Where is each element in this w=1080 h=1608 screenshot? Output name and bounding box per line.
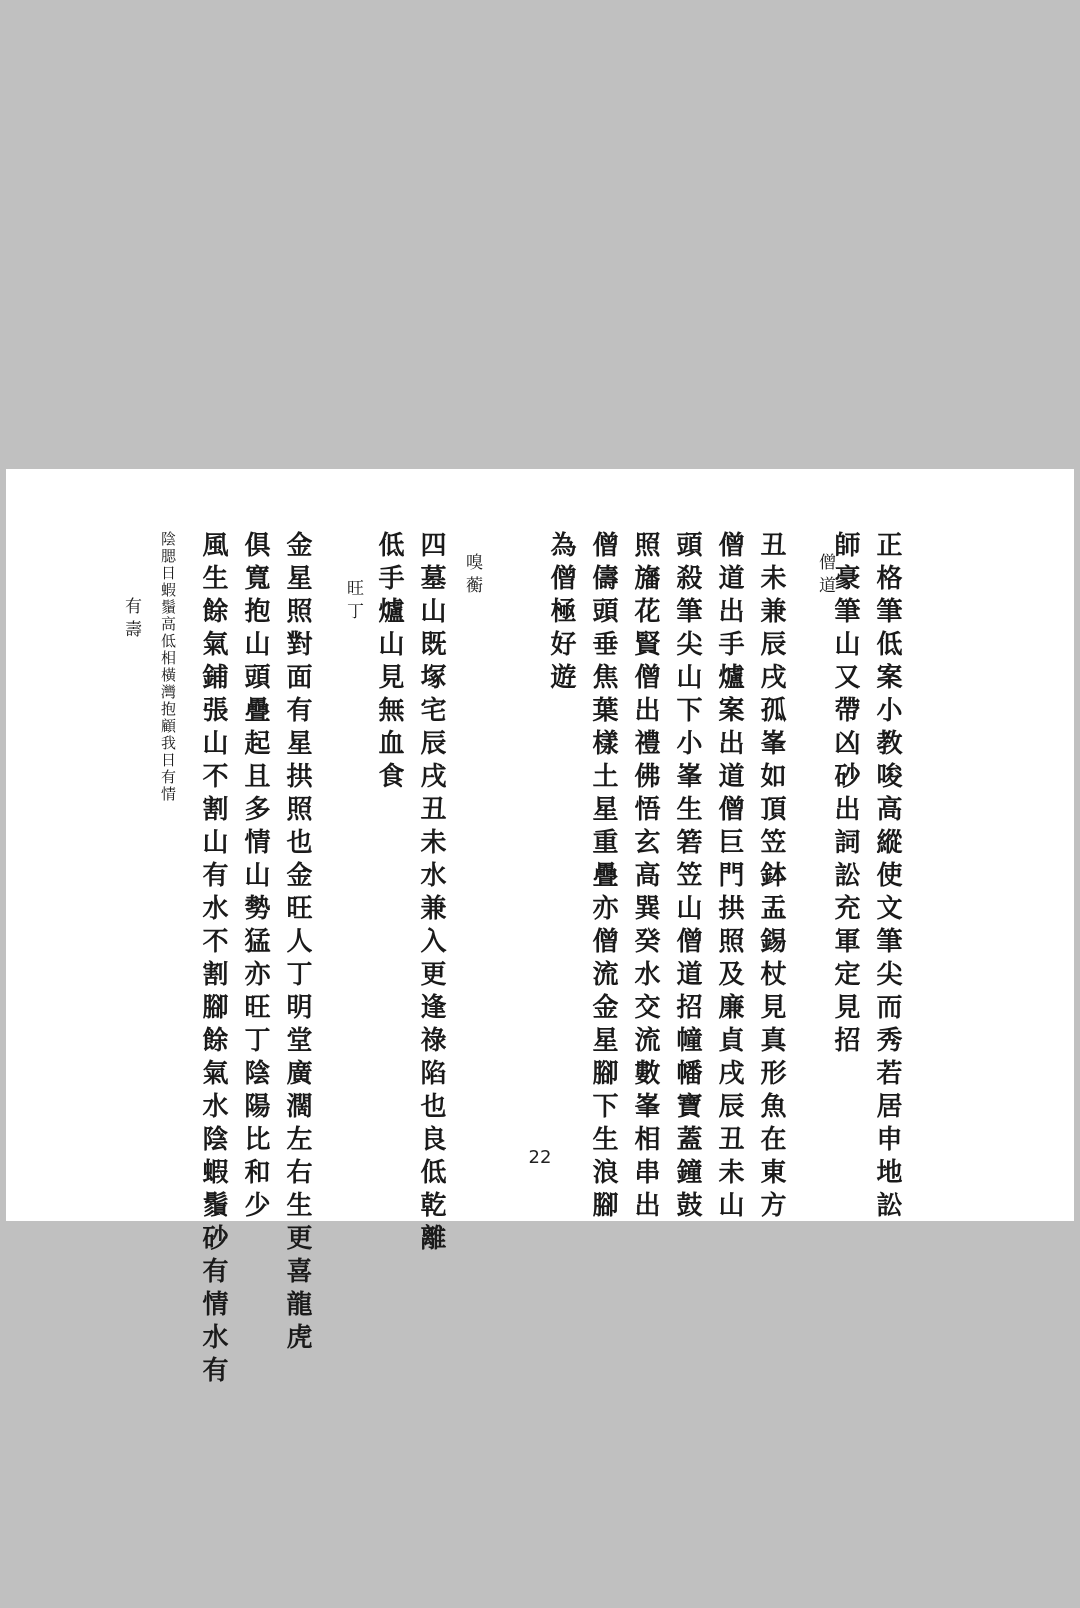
section-heading-youshou: 有壽 [121,597,141,643]
text-column-5: 頭殺筆尖山下小峯生箬笠山僧道招幢幡寶蓋鐘鼓 [672,531,702,1224]
text-column-12: 俱寬抱山頭疊起且多情山勢猛亦旺丁陰陽比和少 [240,531,270,1224]
section-heading-sengdao: 僧道 [815,553,835,599]
text-column-1: 正格筆低案小教唆高縱使文筆尖而秀若居申地訟 [872,531,902,1224]
text-column-9: 四墓山既塚宅辰戌丑未水兼入更逢祿陷也良低乾離 [416,531,446,1257]
section-heading-xiuheng: 嗅蘅 [462,553,482,599]
text-column-10: 低手爐山見無血食 [374,531,404,795]
text-column-8: 為僧極好遊 [546,531,576,696]
section-heading-wangding: 旺丁 [343,579,363,625]
text-column-13: 風生餘氣鋪張山不割山有水不割腳餘氣水陰蝦鬚砂有情水有 [198,531,228,1389]
text-column-14-note: 陰腮日蝦鬚高低相橫灣抱顧我日有情 [159,531,177,803]
document-page [6,469,1074,1389]
text-column-7: 僧儔頭垂焦葉樣土星重疊亦僧流金星腳下生浪腳 [588,531,618,1224]
text-column-3: 丑未兼辰戌孤峯如頂笠鉢盂錫杖見真形魚在東方 [756,531,786,1224]
text-column-4: 僧道出手爐案出道僧巨門拱照及廉貞戌辰丑未山 [714,531,744,1224]
text-column-11: 金星照對面有星拱照也金旺人丁明堂廣濶左右生更喜龍虎 [282,531,312,1356]
page-number: 22 [528,1147,552,1168]
text-column-6: 照旛花賢僧出禮佛悟玄高巽癸水交流數峯相串出 [630,531,660,1224]
text-column-2: 師豪筆山又帶凶砂出詞訟充軍定見招 [830,531,860,1059]
